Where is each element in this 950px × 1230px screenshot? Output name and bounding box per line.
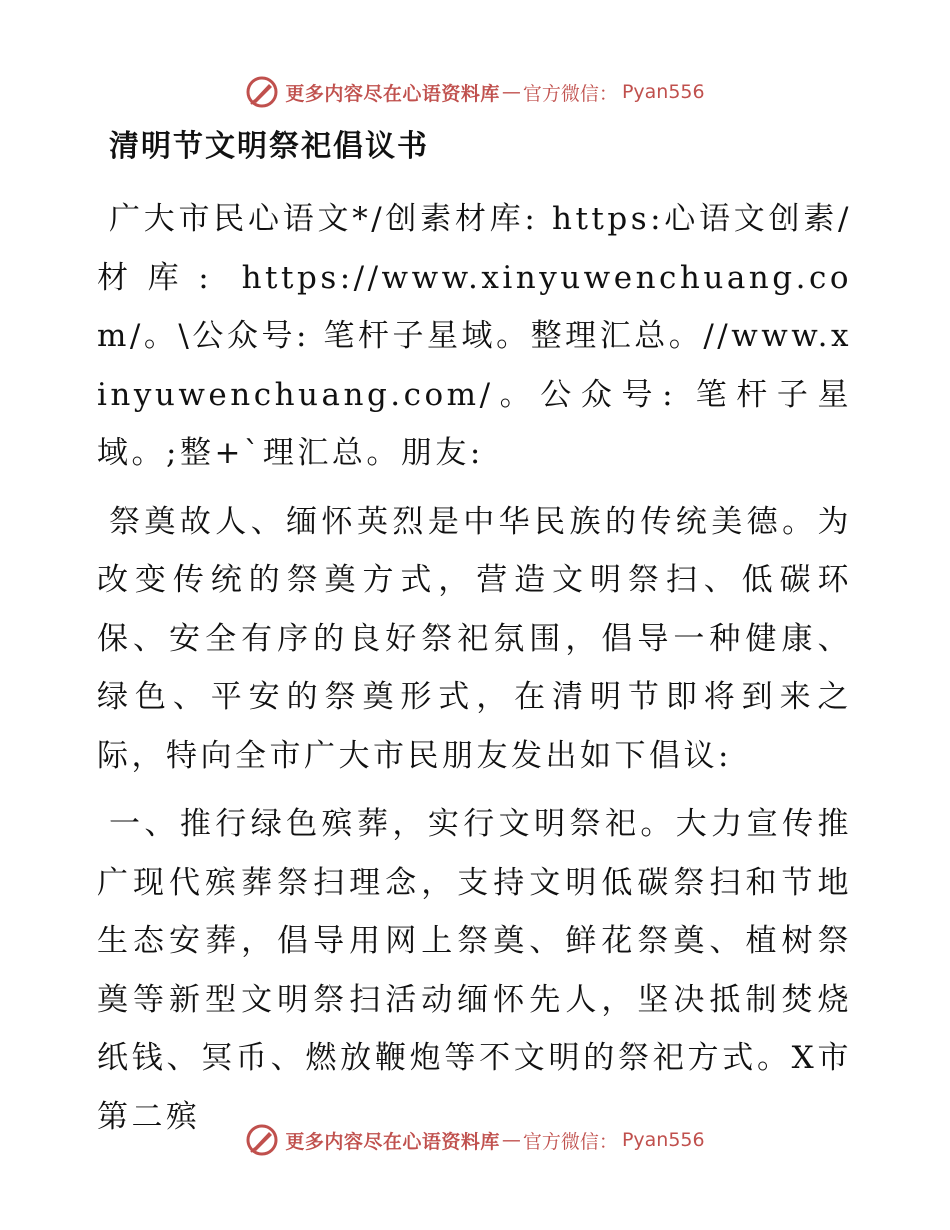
header-watermark-banner — [0, 72, 950, 112]
body-paragraph-section-one: 一、推行绿色殡葬，实行文明祭祀。大力宣传推广现代殡葬祭扫理念，支持文明低碳祭扫和节地生态安葬，倡导用网上祭奠、鲜花祭奠、植树祭奠等新型文明祭扫活动缅怀先人，坚决抵制焚烧纸钱、冥币、燃放鞭炮等不文明的祭祀方式。X市第二殡 — [97, 806, 852, 1135]
document-body — [97, 118, 852, 1146]
feather-pen-icon — [245, 75, 279, 109]
wechat-label: 官方微信： — [522, 82, 618, 105]
banner-separator: — — [501, 81, 521, 103]
footer-watermark-banner — [0, 1120, 950, 1160]
promo-text: 更多内容尽在心语资料库 — [285, 82, 500, 105]
salutation-paragraph: 广大市民心语文*/创素材库: https:心语文创素/材库: https://www.xinyuwenchuang.com/。\公众号: 笔杆子星域。整理汇总。//www.xinyuwenchuang.com/。公众号: 笔杆子星域。;整+`理汇总。朋友: — [97, 201, 852, 471]
wechat-label: 官方微信： — [522, 1130, 618, 1153]
wechat-id: Pyan556 — [621, 1129, 705, 1151]
wechat-id: Pyan556 — [621, 81, 705, 103]
banner-separator: — — [501, 1129, 521, 1151]
promo-text: 更多内容尽在心语资料库 — [285, 1130, 500, 1153]
body-paragraph-intro: 祭奠故人、缅怀英烈是中华民族的传统美德。为改变传统的祭奠方式，营造文明祭扫、低碳环保、安全有序的良好祭祀氛围，倡导一种健康、绿色、平安的祭奠形式，在清明节即将到来之际，特向全市广大市民朋友发出如下倡议: — [97, 503, 852, 774]
document-title: 清明节文明祭祀倡议书 — [109, 129, 429, 164]
feather-pen-icon — [245, 1123, 279, 1157]
